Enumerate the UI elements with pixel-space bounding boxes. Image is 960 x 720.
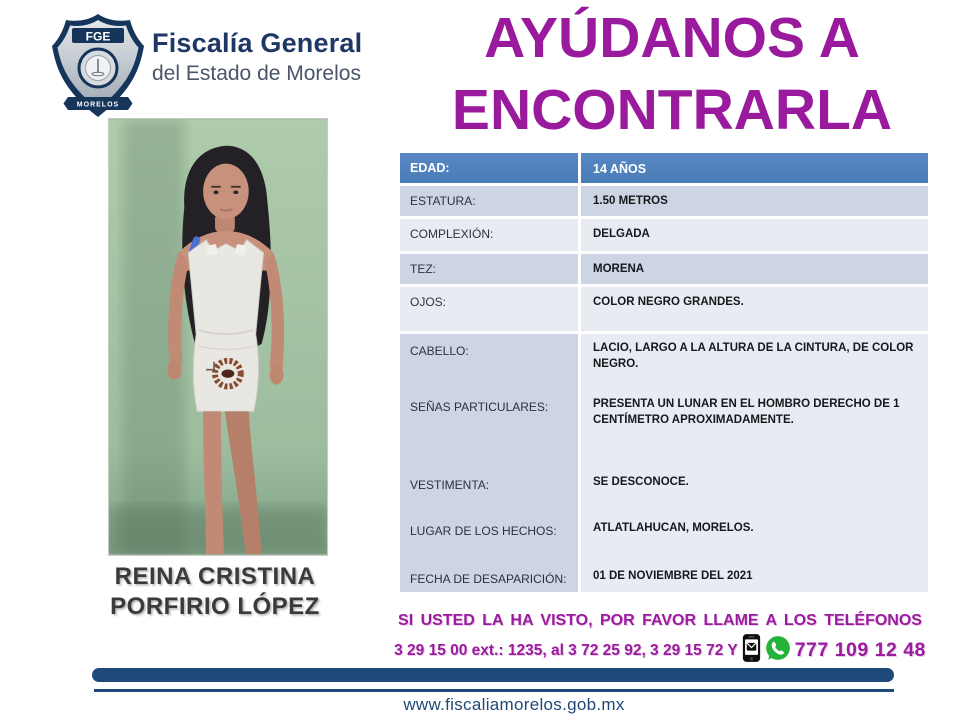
contact-phone-numbers: 3 29 15 00 ext.: 1235, al 3 72 25 92, 3 29 15 72 Y — [394, 641, 738, 659]
row-label: LUGAR DE LOS HECHOS: — [410, 524, 557, 538]
row-value: SE DESCONOCE. — [593, 476, 689, 488]
table-row — [400, 186, 928, 216]
contact-section — [368, 612, 952, 668]
row-label: COMPLEXIÓN: — [400, 219, 578, 251]
row-label: TEZ: — [400, 254, 578, 284]
svg-text:FGE: FGE — [85, 29, 111, 44]
table-row — [400, 287, 928, 331]
row-label: OJOS: — [400, 287, 578, 331]
row-value: COLOR NEGRO GRANDES. — [581, 287, 928, 331]
row-value: DELGADA — [581, 219, 928, 251]
contact-line1: SI USTED LA HA VISTO, POR FAVOR LLAME A LOS TELÉFONOS — [398, 612, 922, 629]
org-name-line1: Fiscalía General — [152, 28, 363, 58]
table-row — [400, 254, 928, 284]
row-value: LACIO, LARGO A LA ALTURA DE LA CINTURA, DE COLOR NEGRO. — [593, 342, 914, 370]
row-value: 01 DE NOVIEMBRE DEL 2021 — [593, 570, 753, 582]
svg-text:MORELOS: MORELOS — [76, 101, 120, 109]
row-value: PRESENTA UN LUNAR EN EL HOMBRO DERECHO DE 1 CENTÍMETRO APROXIMADAMENTE. — [593, 398, 900, 426]
person-illustration — [109, 119, 327, 555]
org-name — [152, 28, 362, 86]
row-value: 1.50 METROS — [581, 186, 928, 216]
block-values — [581, 334, 928, 592]
row-label: SEÑAS PARTICULARES: — [410, 400, 549, 414]
table-merged-block — [400, 334, 928, 592]
person-name-line1: REINA CRISTINA — [114, 563, 316, 590]
cellphone-message-icon — [742, 633, 761, 668]
person-name-line2: PORFIRIO LÓPEZ — [110, 593, 320, 620]
block-labels — [400, 334, 578, 592]
row-label: VESTIMENTA: — [410, 478, 490, 492]
footer-rule — [94, 689, 894, 692]
table-row — [400, 219, 928, 251]
website-url: www.fiscaliamorelos.gob.mx — [403, 695, 625, 714]
headline-line2: ENCONTRARLA — [451, 78, 893, 142]
contact-line2 — [368, 633, 952, 668]
details-table — [400, 153, 928, 592]
table-row — [400, 153, 928, 183]
row-label: CABELLO: — [410, 344, 469, 358]
row-label: EDAD: — [400, 153, 578, 183]
row-value: ATLATLAHUCAN, MORELOS. — [593, 522, 754, 534]
row-label: ESTATURA: — [400, 186, 578, 216]
poster-headline — [392, 2, 952, 146]
missing-person-photo — [108, 118, 328, 556]
person-name — [50, 562, 380, 622]
org-name-line2: del Estado de Morelos — [152, 62, 361, 85]
whatsapp-icon — [765, 635, 791, 666]
footer-bar — [92, 668, 894, 682]
fge-shield-icon — [48, 12, 148, 120]
headline-line1: AYÚDANOS A — [484, 6, 860, 70]
whatsapp-number: 777 109 12 48 — [794, 639, 926, 661]
row-label: FECHA DE DESAPARICIÓN: — [410, 572, 567, 586]
row-value: 14 AÑOS — [581, 153, 928, 183]
row-value: MORENA — [581, 254, 928, 284]
